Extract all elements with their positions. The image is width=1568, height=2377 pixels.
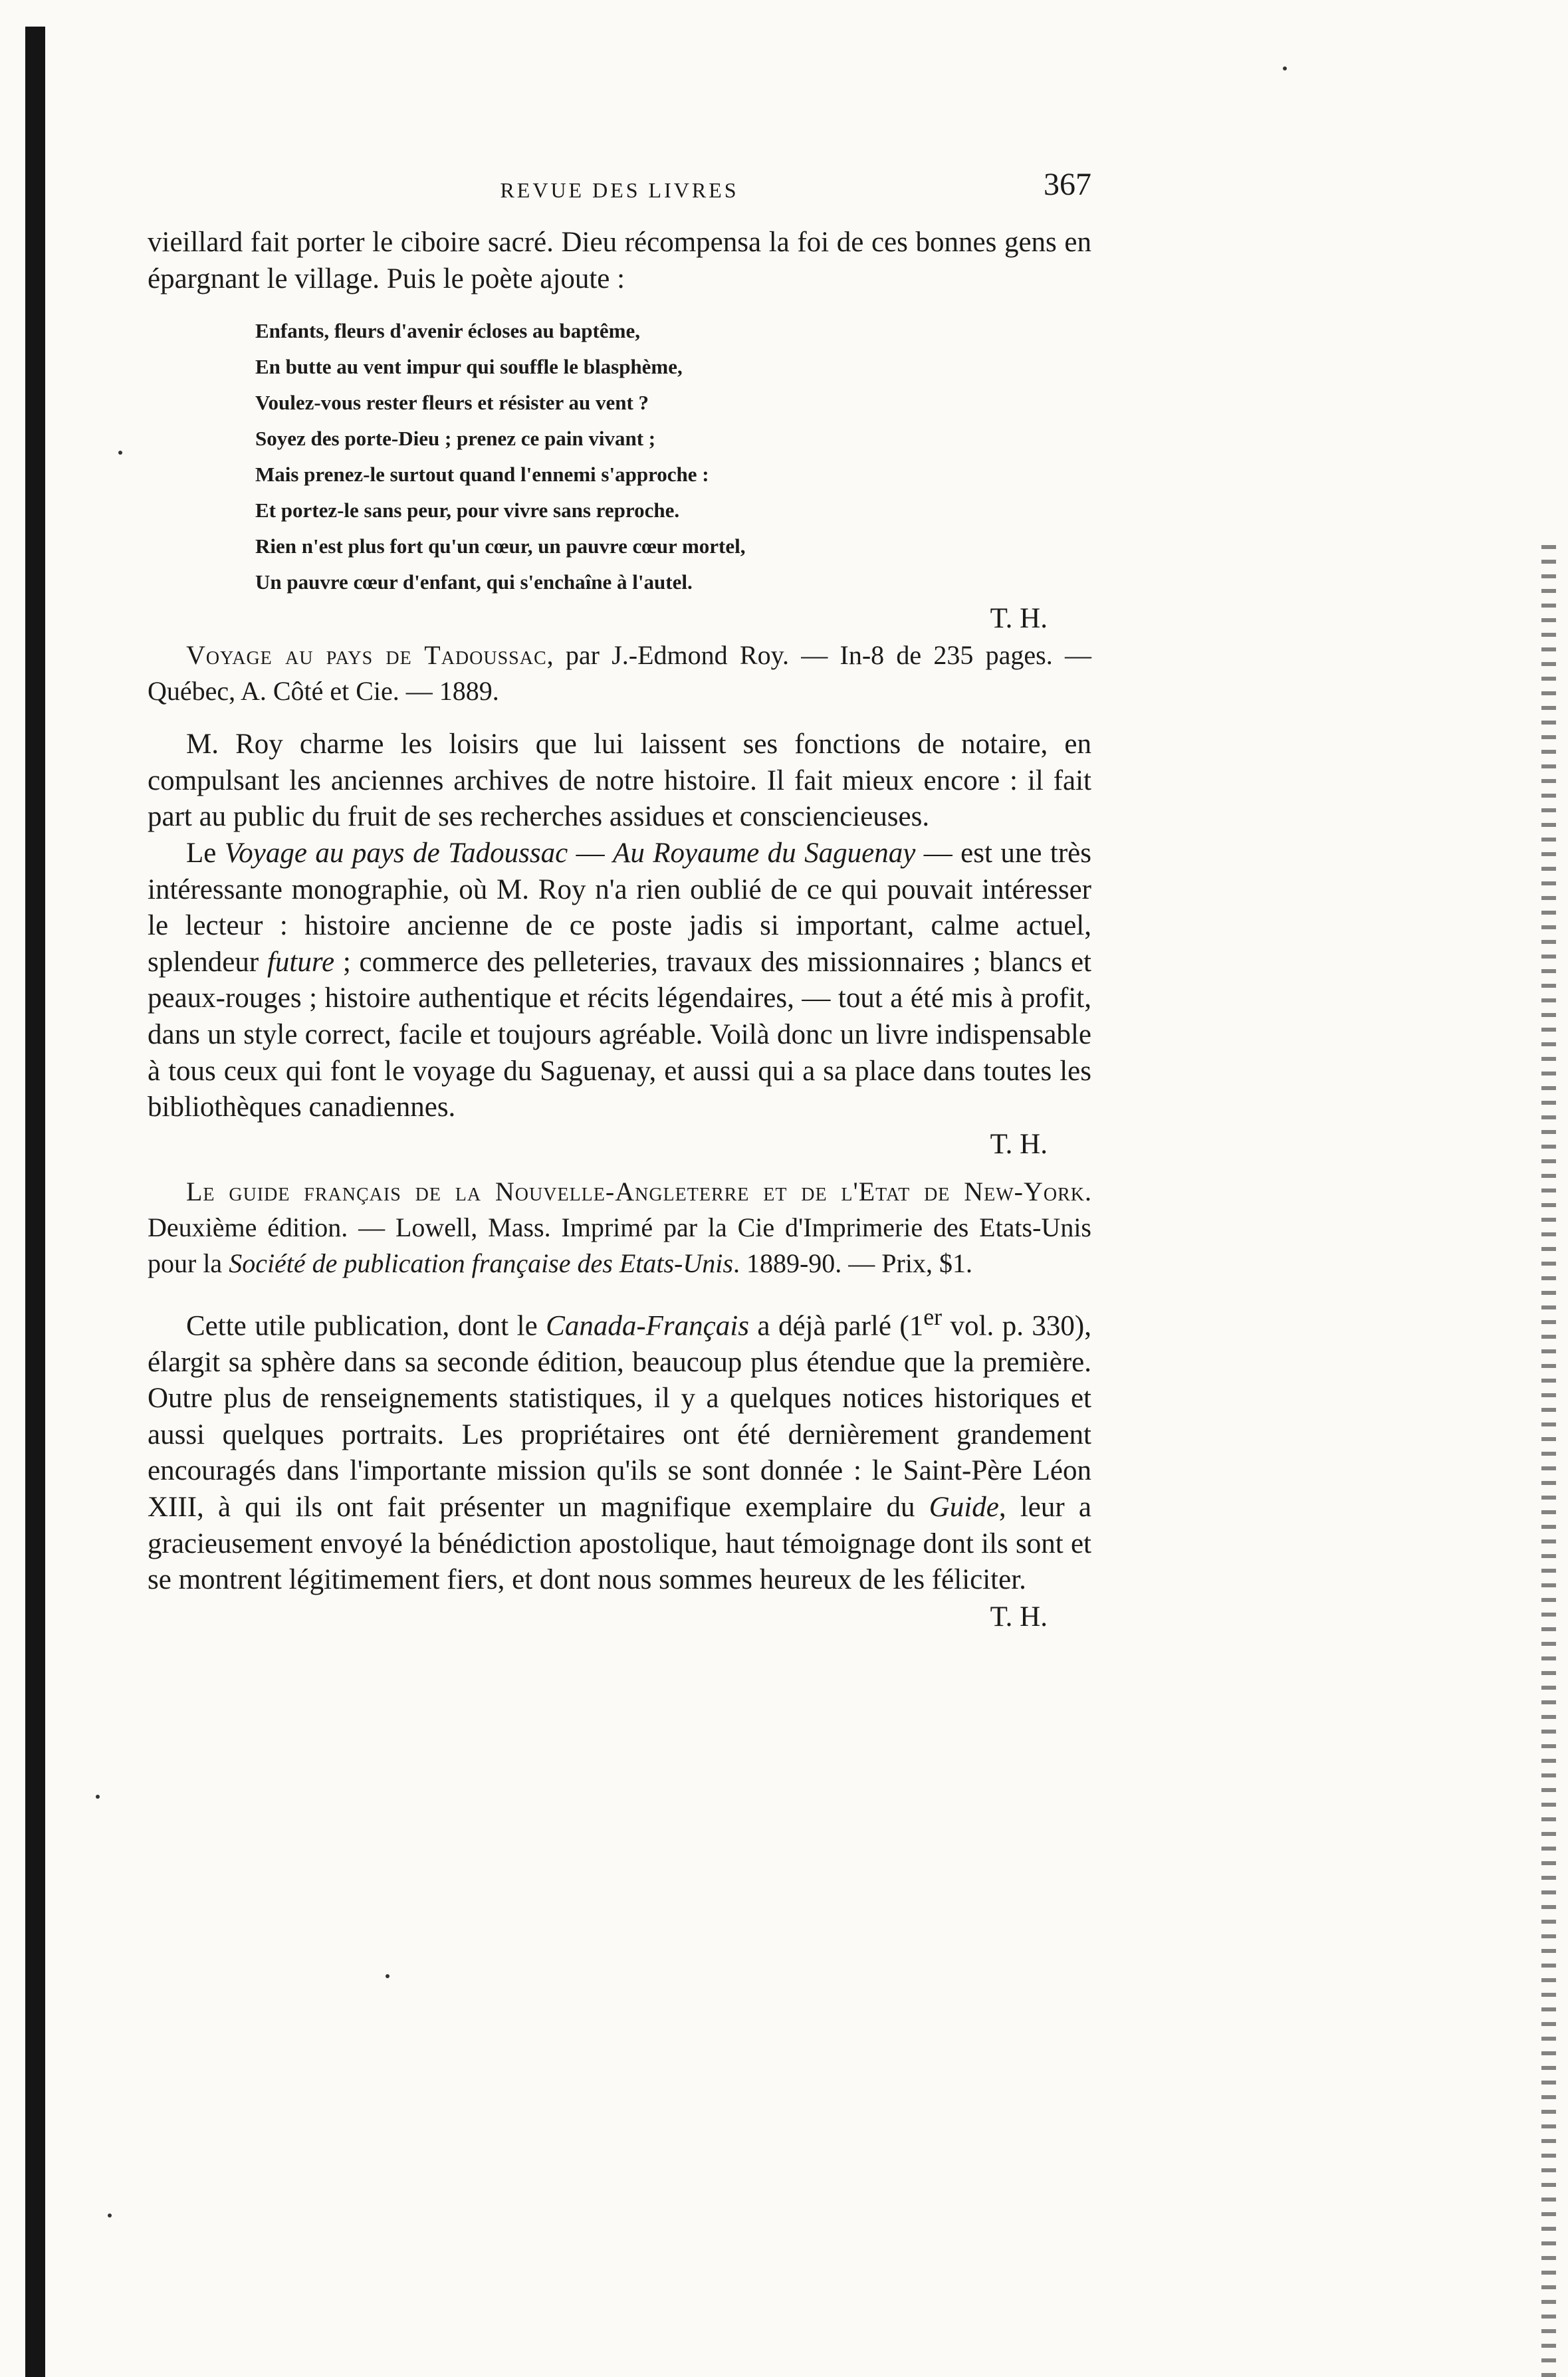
running-head (148, 166, 1091, 213)
scan-binding-edge (25, 27, 45, 2377)
scan-speck (386, 1974, 390, 1978)
intro-paragraph: vieillard fait porter le ciboire sacré. Dieu récompensa la foi de ces bonnes gens en épargnant le village. Puis le poète ajoute : (148, 227, 1091, 294)
scan-speck (96, 1795, 100, 1799)
poem-line: En butte au vent impur qui souffle le blasphème, (255, 355, 683, 379)
book-page (148, 166, 1091, 1636)
signature: T. H. (990, 603, 1048, 635)
review-publication-info: , par J.-Edmond Roy. — In-8 de 235 pages. — Québec, A. Côté et Cie. — 1889. (148, 640, 1091, 707)
review-title: Le guide français de la Nouvelle-Angleterre et de l'Etat de New-York (186, 1176, 1085, 1206)
review-paragraph: Cette utile publication, dont le Canada-Français a déjà parlé (1er vol. p. 330), élargit sa sphère dans sa seconde édition, beaucoup plus étendue que la première. Outre plus de renseignements statistiques, il y a quelques notices historiques et aussi quelques portraits. Les propriétaires ont été dernièrement grandement encouragés dans l'importante mission qu'ils se sont donnée : le Saint-Père Léon XIII, à qui ils ont fait présenter un magnifique exemplaire du Guide, leur a gracieusement envoyé la bénédiction apostolique, haut témoignage dont ils sont et se montrent légitimement fiers, et dont nous sommes heureux de les féliciter. (148, 1303, 1091, 1596)
review-heading (148, 637, 1091, 709)
poem-line: Et portez-le sans peur, pour vivre sans reproche. (255, 499, 680, 522)
poem-line: Voulez-vous rester fleurs et résister au vent ? (255, 391, 649, 415)
poem-line: Enfants, fleurs d'avenir écloses au baptême, (255, 319, 640, 343)
poem-line: Soyez des porte-Dieu ; prenez ce pain vivant ; (255, 427, 656, 451)
signature: T. H. (990, 1601, 1048, 1633)
italic-title: Voyage au pays de Tadoussac (224, 837, 568, 869)
scan-right-edge (1541, 545, 1556, 2377)
poem-line: Rien n'est plus fort qu'un cœur, un pauvre cœur mortel, (255, 534, 746, 558)
review-heading: Le guide français de la Nouvelle-Angleterre et de l'Etat de New-York. Deuxième édition. — Lowell, Mass. Imprimé par la Cie d'Imprimerie des Etats-Unis pour la Société de publication française des Etats-Unis. 1889-90. — Prix, $1. (148, 1176, 1091, 1278)
italic-word: future (267, 946, 335, 978)
review-title: Voyage au pays de Tadoussac (186, 640, 547, 671)
poem-line: Un pauvre cœur d'enfant, qui s'enchaîne à l'autel. (255, 570, 693, 594)
signature: T. H. (990, 1128, 1048, 1160)
running-head-title: REVUE DES LIVRES (500, 178, 739, 202)
scan-speck (118, 451, 122, 455)
italic-title: Guide (929, 1492, 999, 1524)
poem-line: Mais prenez-le surtout quand l'ennemi s'approche : (255, 463, 709, 487)
review-paragraph: Le Voyage au pays de Tadoussac — Au Royaume du Saguenay — est une très intéressante monographie, où M. Roy n'a rien oublié de ce qui pouvait intéresser le lecteur : histoire ancienne de ce poste jadis si important, calme actuel, splendeur future ; commerce des pelleteries, travaux des missionnaires ; blancs et peaux-rouges ; histoire authentique et récits légendaires, — tout a été mis à profit, dans un style correct, facile et toujours agréable. Voilà donc un livre indispensable à tous ceux qui font le voyage du Saguenay, et aussi qui a sa place dans toutes les bibliothèques canadiennes. (148, 837, 1091, 1123)
page-number: 367 (1044, 167, 1091, 202)
poem (255, 313, 1091, 600)
italic-publisher: Société de publication française des Etats-Unis (229, 1248, 733, 1278)
scan-speck (108, 2213, 112, 2217)
review-paragraph: M. Roy charme les loisirs que lui laissent ses fonctions de notaire, en compulsant les anciennes archives de notre histoire. Il fait mieux encore : il fait part au public du fruit de ses recherches assidues et consciencieuses. (148, 729, 1091, 833)
italic-title: Canada-Français (546, 1310, 749, 1342)
scan-speck (1283, 66, 1287, 70)
italic-title: Au Royaume du Saguenay (613, 837, 916, 869)
